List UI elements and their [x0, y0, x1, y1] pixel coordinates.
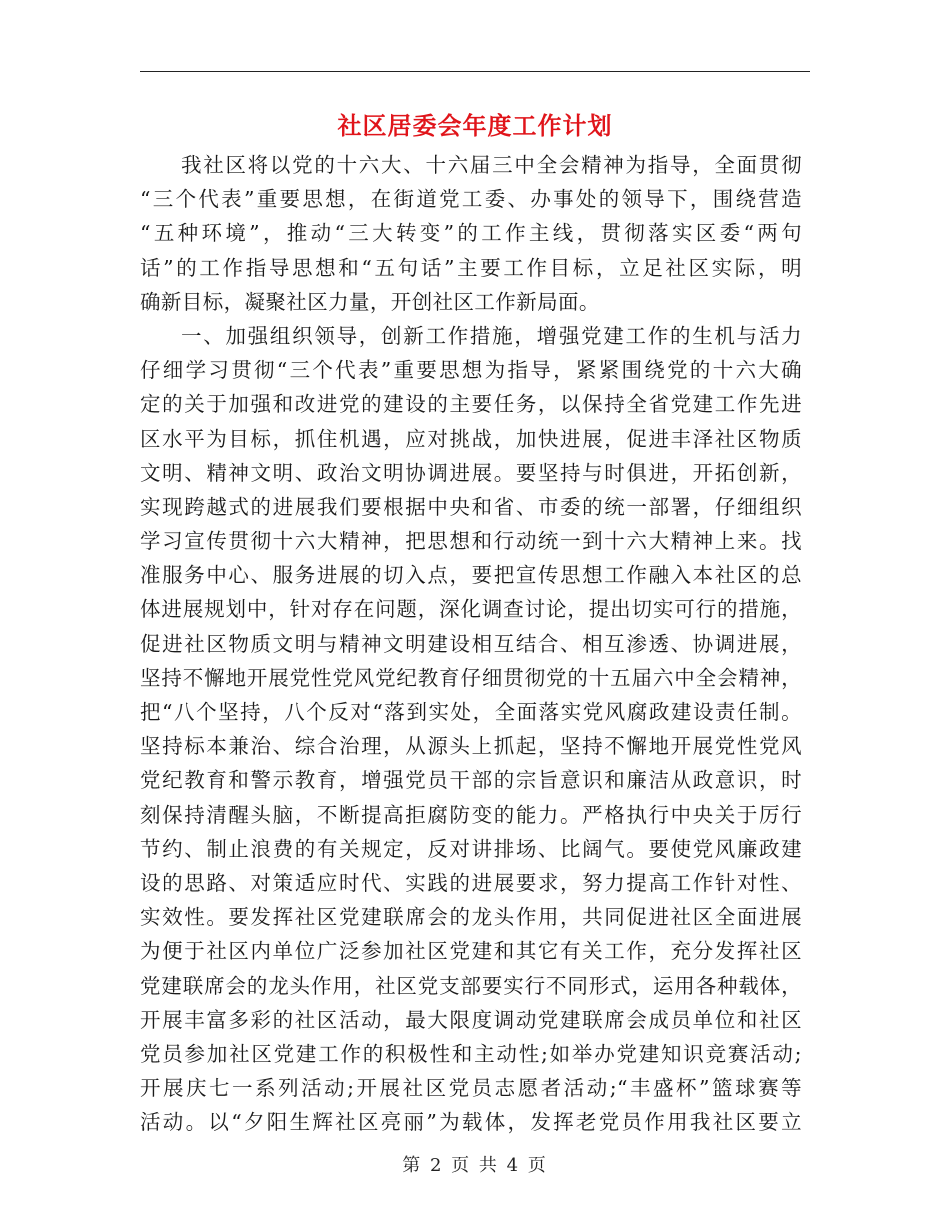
body-line: 实现跨越式的进展我们要根据中央和省、市委的统一部署，仔细组织 [140, 494, 802, 519]
body-line: 党建联席会的龙头作用，社区党支部要实行不同形式，运用各种载体， [140, 973, 802, 998]
body-line: 文明、精神文明、政治文明协调进展。要坚持与时俱进，开拓创新， [140, 460, 802, 485]
body-line: 学习宣传贯彻十六大精神，把思想和行动统一到十六大精神上来。找 [140, 529, 802, 554]
body-line: 设的思路、对策适应时代、实践的进展要求，努力提高工作针对性、 [140, 870, 802, 895]
body-line: 我社区将以党的十六大、十六届三中全会精神为指导，全面贯彻 [181, 153, 802, 177]
body-line: 确新目标，凝聚社区力量，开创社区工作新局面。 [140, 289, 600, 314]
body-line: 坚持不懈地开展党性党风党纪教育仔细贯彻党的十五届六中全会精神， [140, 665, 802, 690]
page-number-footer: 第 2 页 共 4 页 [402, 1155, 548, 1176]
body-line: 话”的工作指导思想和“五句话”主要工作目标，立足社区实际，明 [140, 255, 802, 280]
body-line: 定的关于加强和改进党的建设的主要任务，以保持全省党建工作先进 [140, 392, 802, 417]
document-body [140, 148, 802, 1139]
document-title: 社区居委会年度工作计划 [337, 111, 613, 140]
body-line: 党纪教育和警示教育，增强党员干部的宗旨意识和廉洁从政意识，时 [140, 768, 802, 793]
body-line: 节约、制止浪费的有关规定，反对讲排场、比阔气。要使党风廉政建 [140, 836, 802, 861]
body-line: 把“八个坚持，八个反对“落到实处，全面落实党风腐政建设责任制。 [140, 700, 802, 724]
body-line: 开展庆七一系列活动;开展社区党员志愿者活动;“丰盛杯”篮球赛等 [140, 1076, 802, 1101]
body-line: “三个代表”重要思想，在街道党工委、办事处的领导下，围绕营造 [140, 187, 802, 212]
body-line: 为便于社区内单位广泛参加社区党建和其它有关工作，充分发挥社区 [140, 939, 802, 964]
header-rule [140, 71, 810, 72]
body-line: 仔细学习贯彻“三个代表”重要思想为指导，紧紧围绕党的十六大确 [140, 358, 802, 383]
body-line: 区水平为目标，抓住机遇，应对挑战，加快进展，促进丰泽社区物质 [140, 426, 802, 451]
body-line: 党员参加社区党建工作的积极性和主动性;如举办党建知识竞赛活动; [140, 1041, 802, 1066]
section-heading-line: 一、加强组织领导，创新工作措施，增强党建工作的生机与活力 [181, 323, 802, 348]
body-line: “五种环境”，推动“三大转变”的工作主线，贯彻落实区委“两句 [140, 221, 802, 246]
body-line: 活动。以“夕阳生辉社区亮丽”为载体，发挥老党员作用我社区要立 [140, 1110, 802, 1135]
body-line: 坚持标本兼治、综合治理，从源头上抓起，坚持不懈地开展党性党风 [140, 734, 802, 759]
body-line: 体进展规划中，针对存在问题，深化调查讨论，提出切实可行的措施， [140, 597, 802, 622]
body-line: 刻保持清醒头脑，不断提高拒腐防变的能力。严格执行中央关于厉行 [140, 802, 802, 827]
body-line: 开展丰富多彩的社区活动，最大限度调动党建联席会成员单位和社区 [140, 1007, 802, 1032]
body-line: 促进社区物质文明与精神文明建设相互结合、相互渗透、协调进展， [140, 631, 802, 656]
body-line: 实效性。要发挥社区党建联席会的龙头作用，共同促进社区全面进展 [140, 905, 802, 930]
body-line: 准服务中心、服务进展的切入点，要把宣传思想工作融入本社区的总 [140, 563, 802, 588]
